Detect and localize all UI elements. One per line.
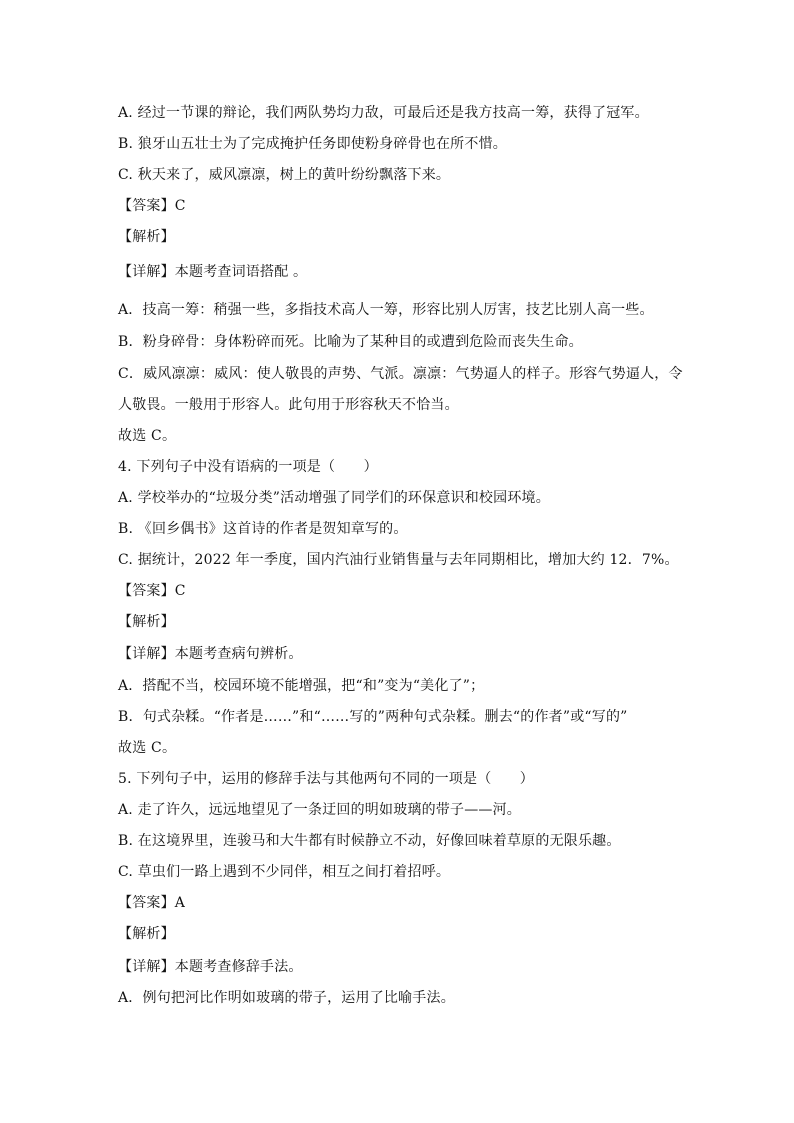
- conclusion: 故选 C。: [118, 428, 177, 444]
- analysis-label: 【解析】: [118, 229, 175, 245]
- detail-explanation: 【详解】本题考查病句辨析。: [118, 646, 303, 662]
- explanation-c: C．威风凛凛：威风：使人敬畏的声势、气派。凛凛：气势逼人的样子。形容气势逼人，令: [118, 366, 683, 382]
- q5-option-c: C. 草虫们一路上遇到不少同伴，相互之间打着招呼。: [118, 864, 451, 880]
- q5-explanation-a: A．例句把河比作明如玻璃的带子，运用了比喻手法。: [118, 990, 455, 1006]
- analysis-label: 【解析】: [118, 614, 175, 630]
- analysis-label: 【解析】: [118, 926, 175, 942]
- option-a-text: A. 经过一节课的辩论，我们两队势均力敌，可最后还是我方技高一筹，获得了冠军。: [118, 105, 649, 121]
- explanation-a: A．技高一筹：稍强一些，多指技术高人一筹，形容比别人厉害，技艺比别人高一些。: [118, 302, 654, 318]
- q4-explanation-a: A．搭配不当，校园环境不能增强，把“和”变为“美化了”；: [118, 678, 485, 694]
- q4-option-a: A. 学校举办的“垃圾分类”活动增强了同学们的环保意识和校园环境。: [118, 490, 550, 506]
- question-5-stem: 5. 下列句子中，运用的修辞手法与其他两句不同的一项是（ ）: [118, 771, 535, 787]
- detail-explanation: 【详解】本题考查修辞手法。: [118, 959, 303, 975]
- question-4-stem: 4. 下列句子中没有语病的一项是（ ）: [118, 459, 378, 475]
- detail-explanation: 【详解】本题考查词语搭配 。: [118, 264, 308, 280]
- q5-option-a: A. 走了许久，远远地望见了一条迂回的明如玻璃的带子——河。: [118, 802, 522, 818]
- q4-option-c: C. 据统计，2022 年一季度，国内汽油行业销售量与去年同期相比，增加大约 12．7%。: [118, 552, 679, 568]
- explanation-b: B．粉身碎骨：身体粉碎而死。比喻为了某种目的或遭到危险而丧失生命。: [118, 334, 583, 350]
- q5-option-b: B. 在这境界里，连骏马和大牛都有时候静立不动，好像回味着草原的无限乐趣。: [118, 833, 621, 849]
- q4-explanation-b: B．句式杂糅。“作者是……”和“……写的”两种句式杂糅。删去“的作者”或“写的”: [118, 709, 628, 725]
- answer-label: 【答案】A: [118, 895, 186, 911]
- explanation-c-continued: 人敬畏。一般用于形容人。此句用于形容秋天不恰当。: [118, 397, 459, 413]
- answer-label: 【答案】C: [118, 198, 186, 214]
- option-c-text: C. 秋天来了，威风凛凛，树上的黄叶纷纷飘落下来。: [118, 167, 451, 183]
- answer-label: 【答案】C: [118, 583, 186, 599]
- q4-option-b: B. 《回乡偶书》这首诗的作者是贺知章写的。: [118, 521, 408, 537]
- option-b-text: B. 狼牙山五壮士为了完成掩护任务即使粉身碎骨也在所不惜。: [118, 136, 507, 152]
- conclusion: 故选 C。: [118, 740, 177, 756]
